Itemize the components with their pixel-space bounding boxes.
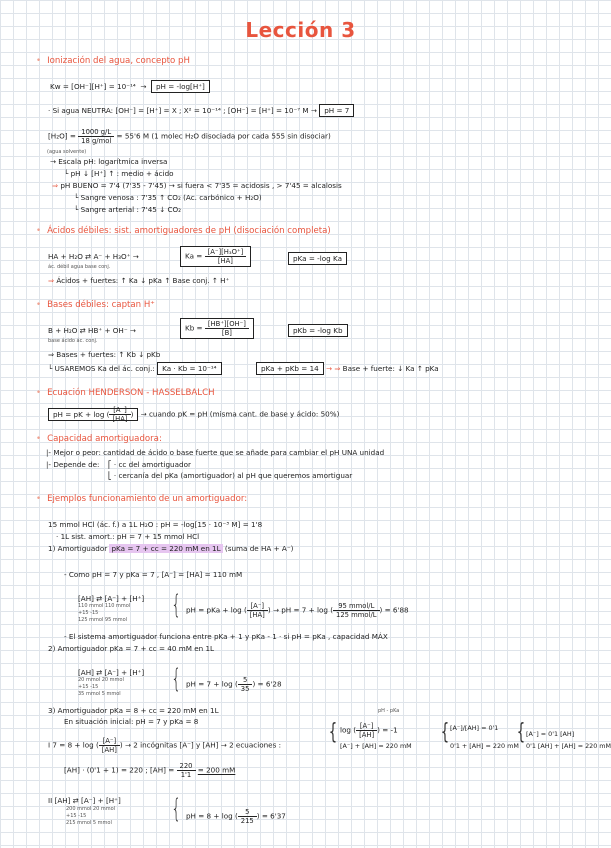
brace: { xyxy=(171,590,182,620)
page-title: Lección 3 xyxy=(245,18,356,42)
buffer-1-highlight: pKa = 7 + cc = 220 mM en 1L xyxy=(111,544,221,553)
system-result-3: [A⁻] = 0'1 [AH] xyxy=(526,730,575,738)
buffer-1-line: 1) Amortiguador pKa = 7 + cc = 220 mM en 1L (suma de HA + A⁻) xyxy=(48,544,294,553)
use-ka-line: └ USAREMOS Ka del ác. conj.: Ka · Kb = 10⁻¹⁴ xyxy=(48,364,222,373)
capacity-line-1: |- Mejor o peor: cantidad de ácido o base fuerte que se añade para cambiar el pH UNA unidad xyxy=(46,448,385,457)
acid-equation: HA + H₂O ⇄ A⁻ + H₃O⁺ → xyxy=(48,252,139,261)
ka-kb-box: Ka · Kb = 10⁻¹⁴ xyxy=(157,362,221,375)
buffer-2-reaction: [AH] ⇄ [A⁻] + [H⁺] xyxy=(78,668,145,677)
system-annotation: pH - pKa xyxy=(378,708,400,714)
section-header-weak-acids: • Ácidos débiles: sist. amortiguadores de pH (disociación completa) xyxy=(36,226,331,236)
capacity-line-2b: ⎣ · cercanía del pKa (amortiguador) al pH que queremos amortiguar xyxy=(108,471,353,480)
buffer-1-row-b: +15 -15 xyxy=(78,610,99,616)
step-1: I 7 = 8 + log ( $\frac{[A^-]}{[AH]}$ ) → 2 incógnitas [A⁻] y [AH] → 2 ecuaciones : xyxy=(48,737,282,754)
pka-box: pKa = -log Ka xyxy=(288,252,347,265)
step-2-reaction: II [AH] ⇄ [A⁻] + [H⁺] xyxy=(48,796,121,805)
buffer-2-row-c: 35 mmol 5 mmol xyxy=(78,691,121,697)
arterial-line: └ Sangre arterial : 7'45 ↓ CO₂ xyxy=(74,205,182,214)
section-header-water: • Ionización del agua, concepto pH xyxy=(36,56,190,66)
ka-box: Ka = $\frac{\text{[A⁻][H₃O⁺]}}{[HA]}$ xyxy=(180,246,251,267)
base-equation-sub: base ácido ác. conj. xyxy=(48,338,98,344)
brace: { xyxy=(171,794,182,824)
section-header-examples: • Ejemplos funcionamiento de un amortiguador: xyxy=(36,494,248,504)
capacity-line-2: |- Depende de: xyxy=(46,460,100,469)
brace: { xyxy=(328,720,338,745)
kw-line: Kw = [OH⁻][H⁺] = 10⁻¹⁴ → pH = -log[H⁺] xyxy=(50,82,210,91)
brace: { xyxy=(440,720,450,745)
pka-pkb-line: pKa + pKb = 14 → ⇒ Base + fuerte: ↓ Ka ↑ pKa xyxy=(256,364,439,373)
section-header-weak-bases: • Bases débiles: captan H⁺ xyxy=(36,300,155,310)
buffer-1-calc: pH = pKa + log ( $\frac{[A^-]}{[HA]}$ ) → pH = 7 + log ( $\frac{\text{95 mmol/L}}{\text{125 mmol/L}}$ ) = 6'88 xyxy=(186,602,409,619)
buffer-3-line: 3) Amortiguador pKa = 8 + cc = 220 mM en 1L xyxy=(48,706,219,715)
brace: { xyxy=(516,720,526,745)
section-header-capacity: • Capacidad amortiguadora: xyxy=(36,434,162,444)
buffer-2-row-b: +15 -15 xyxy=(78,684,99,690)
ph-formula-box: pH = -log[H⁺] xyxy=(151,80,210,93)
water-sub: (agua solvente) xyxy=(47,149,87,155)
acid-equation-sub: ác. débil agua base conj. xyxy=(48,264,111,270)
kb-box: Kb = $\frac{[HB^+][OH^-]}{[B]}$ xyxy=(180,318,254,339)
buffer-3-initial: En situación inicial: pH = 7 y pKa = 8 xyxy=(64,717,199,726)
system-result-1: [A⁻]/[AH] = 0'1 xyxy=(450,724,499,732)
section-header-henderson: • Ecuación HENDERSON - HASSELBALCH xyxy=(36,388,215,398)
system-result-2: 0'1 + [AH] = 220 mM xyxy=(450,742,519,750)
pka-pkb-box: pKa + pKb = 14 xyxy=(256,362,324,375)
system-result-4: 0'1 [AH] + [AH] = 220 mM xyxy=(526,742,611,750)
acids-note: ⇒ Ácidos + fuertes: ↑ Ka ↓ pKa ↑ Base conj. ↑ H⁺ xyxy=(48,276,230,285)
base-equation: B + H₂O ⇄ HB⁺ + OH⁻ → xyxy=(48,326,136,335)
buffer-2-line: 2) Amortiguador pKa = 7 + cc = 40 mM en 1L xyxy=(48,644,215,653)
system-eq-1: log ( $\frac{[A^-]}{[AH]}$ ) = -1 xyxy=(340,722,398,739)
step-2-row-a: 200 mmol 20 mmol xyxy=(66,806,116,812)
buffer-2-calc: pH = 7 + log ( $\frac{5}{35}$ ) = 6'28 xyxy=(186,676,282,693)
capacity-line-2a: ⎡ · cc del amortiguador xyxy=(108,460,191,469)
step-2-row-c: 215 mmol 5 mmol xyxy=(66,820,112,826)
buffer-1-reaction: [AH] ⇄ [A⁻] + [H⁺] xyxy=(78,594,145,603)
scale-sub: └ pH ↓ [H⁺] ↑ : medio + ácido xyxy=(64,169,174,178)
scale-line: → Escala pH: logarítmica inversa xyxy=(50,157,168,166)
strong-bases-line: ⇒ Bases + fuertes: ↑ Kb ↓ pKb xyxy=(48,350,161,359)
neutral-ph-box: pH = 7 xyxy=(319,104,354,117)
buffer-1-row-c: 125 mmol 95 mmol xyxy=(78,617,128,623)
body-ph-line: ⇒ pH BUENO = 7'4 (7'35 - 7'45) → si fuera < 7'35 = acidosis , > 7'45 = alcalosis xyxy=(52,181,342,190)
step-2-row-b: +15 -15 xyxy=(66,813,87,819)
buffer-1-concentrations: - Como pH = 7 y pKa = 7 , [A⁻] = [HA] = 110 mM xyxy=(64,570,243,579)
venous-line: └ Sangre venosa : 7'35 ↑ CO₂ (Ac. carbónico + H₂O) xyxy=(74,193,262,202)
ah-calc: [AH] · (0'1 + 1) = 220 ; [AH] = $\frac{220}{1'1}$ = 200 mM xyxy=(64,762,236,779)
pkb-box: pKb = -log Kb xyxy=(288,324,348,337)
water-concentration: [H₂O] = $\frac{1000 g/L}{\text{18 g/mol}}$ = 55'6 M (1 molec H₂O disociada por cada 555 sin disociar) xyxy=(48,128,331,145)
henderson-equation: pH = pK + log ( $\frac{[A^-]}{[HA]}$ ) → cuando pK = pH (misma cant. de base y ácido: 50%) xyxy=(48,406,339,423)
buffer-2-row-a: 20 mmol 20 mmol xyxy=(78,677,124,683)
example-hcl: 15 mmol HCl (ác. f.) a 1L H₂O : pH = -log[15 · 10⁻³ M] = 1'8 xyxy=(48,520,263,529)
buffer-1-row-a: 110 mmol 110 mmol xyxy=(78,603,131,609)
example-system: · 1L sist. amort.: pH = 7 + 15 mmol HCl xyxy=(56,532,200,541)
step-2-calc: pH = 8 + log ( $\frac{5}{215}$ ) = 6'37 xyxy=(186,808,286,825)
buffer-range-note: - El sistema amortiguador funciona entre pKa + 1 y pKa - 1 · si pH = pKa , capacidad MÁX xyxy=(64,632,388,641)
neutral-line: · Si agua NEUTRA: [OH⁻] = [H⁺] = X ; X² = 10⁻¹⁴ ; [OH⁻] = [H⁺] = 10⁻⁷ M → pH = 7 xyxy=(48,106,354,115)
system-eq-2: [A⁻] + [AH] = 220 mM xyxy=(340,742,412,750)
brace: { xyxy=(171,664,182,694)
